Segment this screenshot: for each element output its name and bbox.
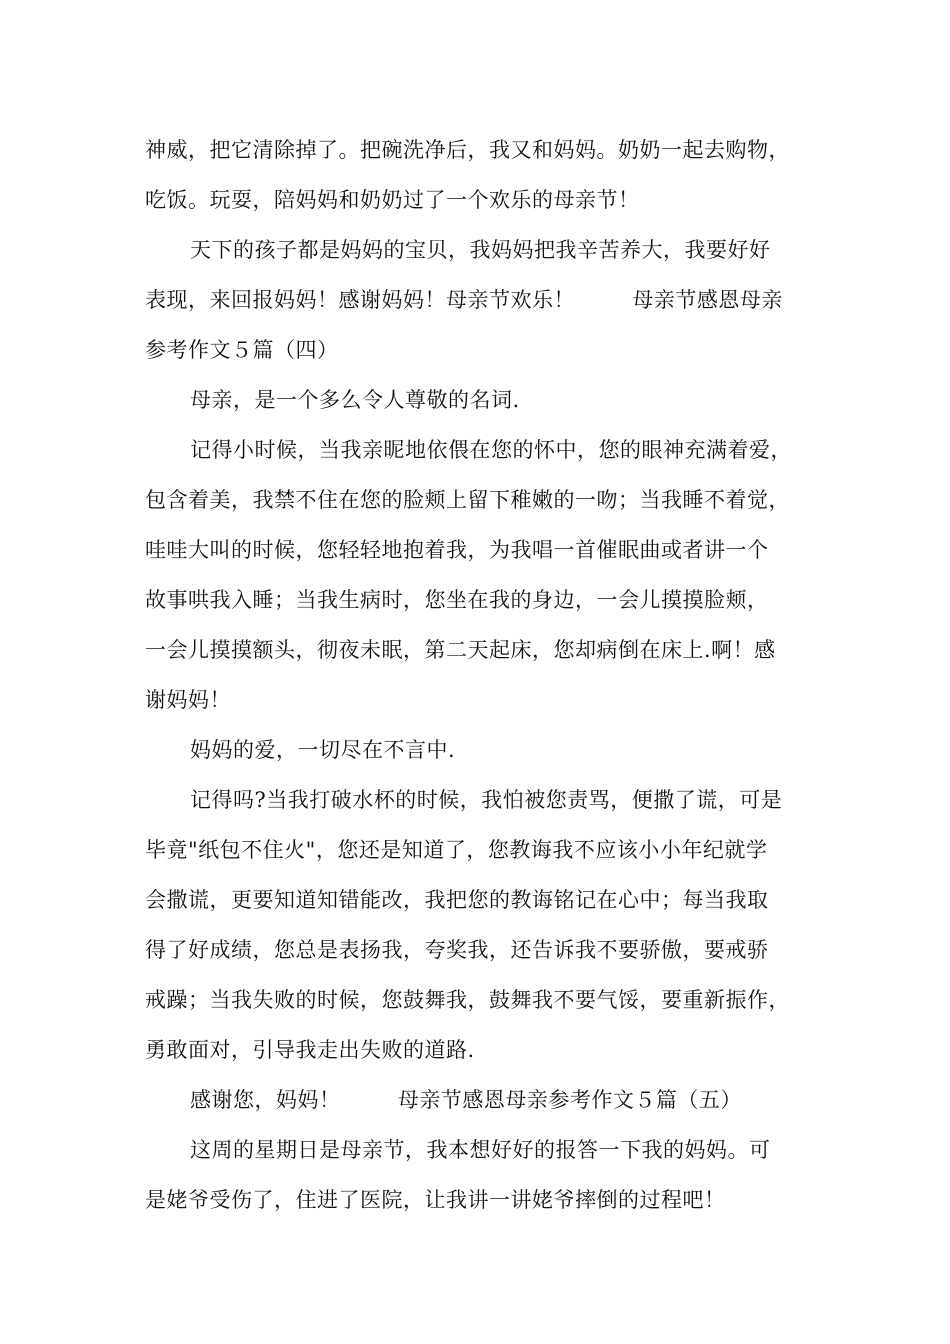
text-line: 这周的星期日是母亲节，我本想好好的报答一下我的妈妈。可 [190,1138,771,1162]
text-line: 得了好成绩，您总是表扬我，夸奖我，还告诉我不要骄傲，要戒骄 [145,938,769,962]
text-line: 神威，把它清除掉了。把碗洗净后，我又和妈妈。奶奶一起去购物， [145,138,790,162]
text-line: 毕竟"纸包不住火"，您还是知道了，您教诲我不应该小小年纪就学 [145,838,768,862]
text-line: 记得吗?当我打破水杯的时候，我怕被您责骂，便撒了谎，可是 [190,788,783,812]
text-line: 妈妈的爱，一切尽在不言中. [190,738,456,762]
text-line: 是姥爷受伤了，住进了医院，让我讲一讲姥爷摔倒的过程吧！ [145,1188,726,1212]
text-line: 包含着美，我禁不住在您的脸颊上留下稚嫩的一吻；当我睡不着觉， [145,488,790,512]
text-line: 戒躁；当我失败的时候，您鼓舞我，鼓舞我不要气馁，要重新振作， [145,988,790,1012]
text-line: 感谢您，妈妈！ 母亲节感恩母亲参考作文５篇（五） [190,1088,742,1112]
text-line: 表现，来回报妈妈！感谢妈妈！母亲节欢乐！ 母亲节感恩母亲 [145,288,783,312]
text-line: 参考作文５篇（四） [145,338,339,362]
text-line: 谢妈妈！ [145,688,231,712]
text-line: 会撒谎，更要知道知错能改，我把您的教诲铭记在心中；每当我取 [145,888,769,912]
text-line: 吃饭。玩耍，陪妈妈和奶奶过了一个欢乐的母亲节！ [145,188,640,212]
text-line: 天下的孩子都是妈妈的宝贝，我妈妈把我辛苦养大，我要好好 [190,238,771,262]
text-line: 母亲，是一个多么令人尊敬的名词. [190,388,520,412]
text-line: 故事哄我入睡；当我生病时，您坐在我的身边，一会儿摸摸脸颊， [145,588,769,612]
text-line: 哇哇大叫的时候，您轻轻地抱着我，为我唱一首催眠曲或者讲一个 [145,538,769,562]
text-line: 记得小时候，当我亲昵地依偎在您的怀中，您的眼神充满着爱， [190,438,792,462]
text-line: 一会儿摸摸额头，彻夜未眠，第二天起床，您却病倒在床上.啊！感 [145,638,776,662]
text-line: 勇敢面对，引导我走出失败的道路. [145,1038,475,1062]
